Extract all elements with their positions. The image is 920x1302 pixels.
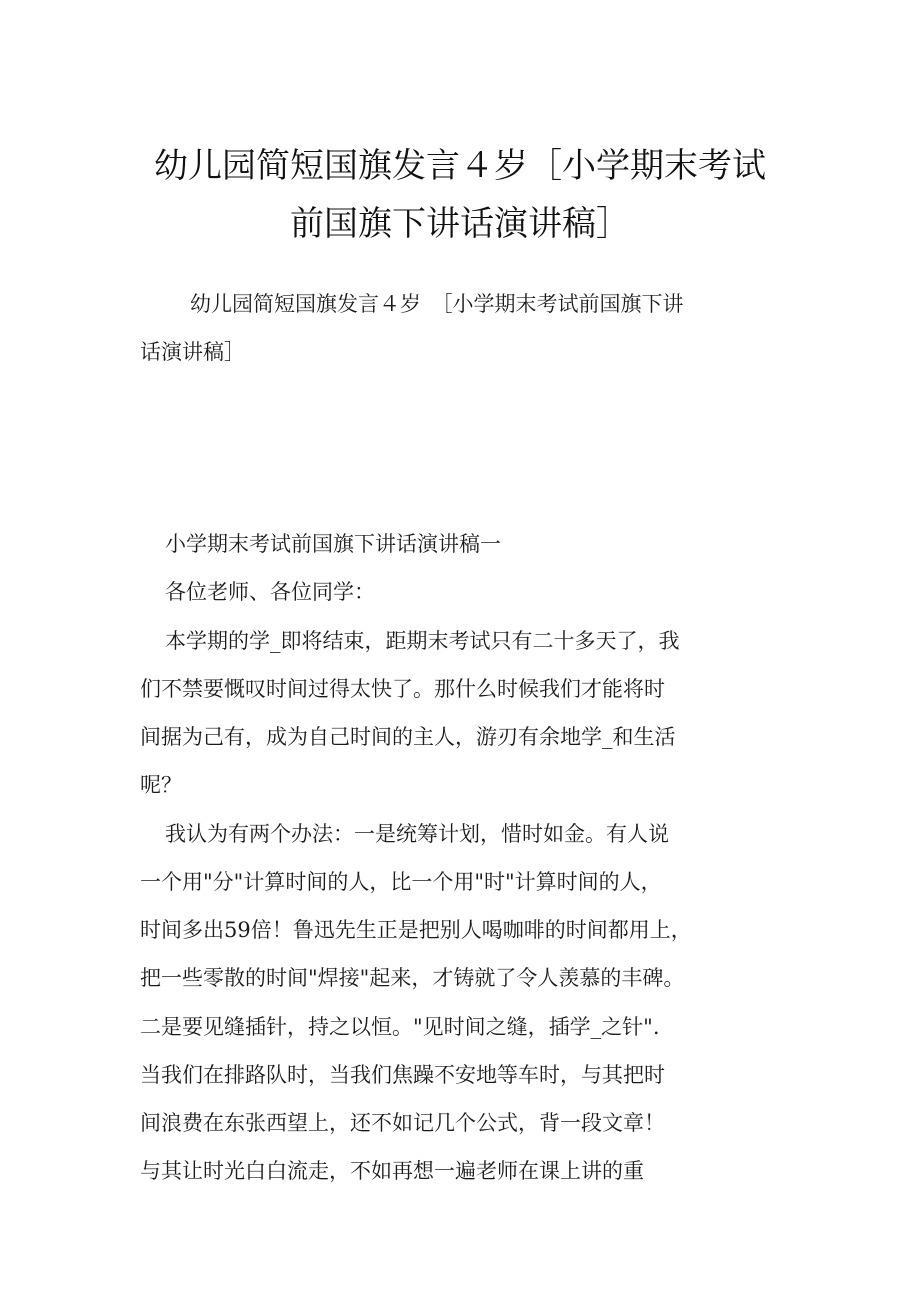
body-line-13: 间浪费在东张西望上，还不如记几个公式，背一段文章！ [140, 1111, 665, 1135]
body-line-7: 我认为有两个办法：一是统筹计划，惜时如金。有人说 [165, 822, 669, 846]
document-subtitle-line-2: 话演讲稿］ [140, 340, 245, 364]
document-title-line-1: 幼儿园简短国旗发言４岁［小学期末考试 [154, 146, 766, 186]
body-line-6: 呢？ [140, 773, 182, 797]
body-line-9: 时间多出59倍！鲁迅先生正是把别人喝咖啡的时间都用上， [140, 918, 692, 942]
document-subtitle-line-1: 幼儿园简短国旗发言４岁 ［小学期末考试前国旗下讲 [190, 292, 684, 316]
body-line-3: 本学期的学_即将结束，距期末考试只有二十多天了，我 [165, 629, 680, 653]
body-line-2: 各位老师、各位同学： [165, 580, 375, 604]
body-line-1: 小学期末考试前国旗下讲话演讲稿一 [165, 532, 501, 556]
body-line-11: 二是要见缝插针，持之以恒。"见时间之缝，插学_之针". [140, 1015, 660, 1039]
body-line-10: 把一些零散的时间"焊接"起来，才铸就了令人羡慕的丰碑。 [140, 966, 685, 990]
body-line-14: 与其让时光白白流走，不如再想一遍老师在课上讲的重 [140, 1159, 644, 1183]
document-title-line-2: 前国旗下讲话演讲稿］ [290, 204, 630, 244]
body-line-4: 们不禁要慨叹时间过得太快了。那什么时候我们才能将时 [140, 677, 665, 701]
body-line-12: 当我们在排路队时，当我们焦躁不安地等车时，与其把时 [140, 1063, 665, 1087]
body-line-8: 一个用"分"计算时间的人，比一个用"时"计算时间的人， [140, 870, 662, 894]
body-line-5: 间据为己有，成为自己时间的主人，游刃有余地学_和生活 [140, 725, 676, 749]
